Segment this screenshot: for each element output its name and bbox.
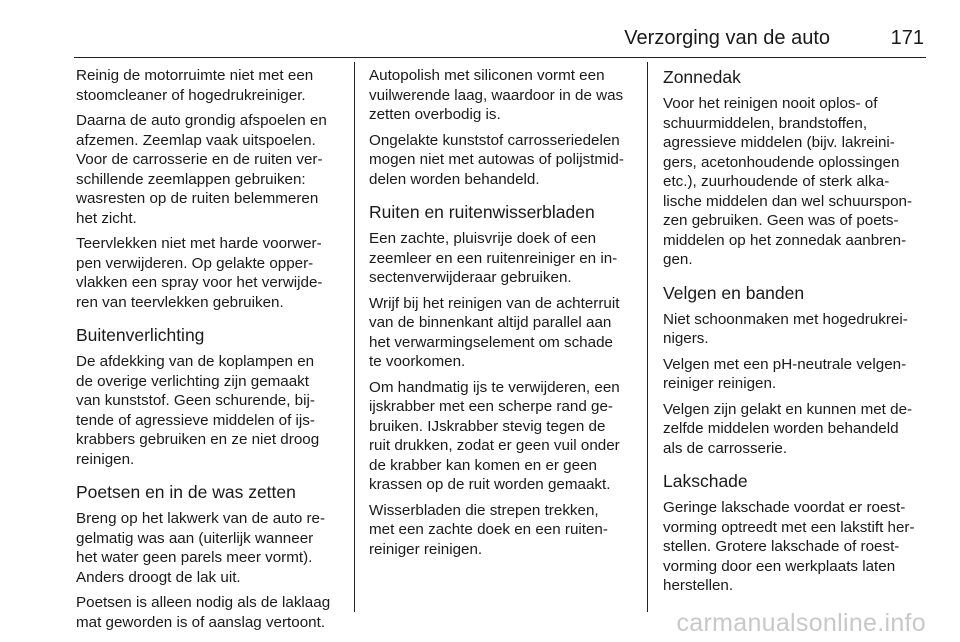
- paragraph: Een zachte, pluisvrije doek of een zeemleer en een ruitenreiniger en in- sectenverwijderaar gebruiken.: [369, 230, 618, 286]
- paragraph: Breng op het lakwerk van de auto re- gelmatig was aan (uiterlijk wanneer het water geen parels meer vormt). Anders droogt de lak uit.: [76, 510, 326, 586]
- paragraph: Reinig de motorruimte niet met een stoomcleaner of hogedrukreiniger.: [76, 67, 314, 104]
- paragraph: Velgen zijn gelakt en kunnen met de- zelfde middelen worden behandeld als de carrosserie.: [663, 400, 913, 457]
- paragraph: Om handmatig ijs te verwijderen, een ijskrabber met een scherpe rand ge- bruiken. IJskrabber stevig tegen de ruit drukken, zodat er geen vuil onder de krabber kan komen en er geen krassen op de ruit worden gemaakt.: [369, 378, 620, 493]
- paragraph: Geringe lakschade voordat er roest- vorming optreedt met een lakstift her- stellen. Grotere lakschade of roest- vorming door een werkplaats laten herstellen.: [663, 499, 915, 594]
- heading-zonnedak: Zonnedak: [663, 67, 741, 87]
- heading-ruiten: Ruiten en ruitenwisserbladen: [369, 202, 595, 222]
- paragraph: Niet schoonmaken met hogedrukrei- nigers.: [663, 310, 908, 347]
- heading-buitenverlichting: Buitenverlichting: [76, 325, 205, 345]
- paragraph: De afdekking van de koplampen en de overige verlichting zijn gemaakt van kunststof. Geen schurende, bij- tende of agressieve middelen of ijs- krabbers gebruiken en ze niet droog reinigen.: [76, 353, 320, 468]
- column-divider-2: [647, 62, 648, 612]
- paragraph: Wisserbladen die strepen trekken, met een zachte doek en een ruiten- reiniger reinigen.: [369, 501, 608, 558]
- column-3: [663, 66, 931, 602]
- column-2: [369, 66, 637, 565]
- paragraph: Voor het reinigen nooit oplos- of schuurmiddelen, brandstoffen, agressieve middelen (bijv. lakreini- gers, acetonhoudende oplossingen etc.), zuurhoudende of sterk alka- lische middelen dan wel schuurspon- zen gebruiken. Geen was of poets- middelen op het zonnedak aanbren- gen.: [663, 95, 913, 268]
- section-title: Verzorging van de auto: [624, 27, 830, 49]
- paragraph: Daarna de auto grondig afspoelen en afzemen. Zeemlap vaak uitspoelen. Voor de carrosserie en de ruiten ver- schillende zeemlappen gebruiken: wasresten op de ruiten belemmeren het zicht.: [76, 112, 327, 227]
- paragraph: Velgen met een pH-neutrale velgen- reiniger reinigen.: [663, 355, 907, 392]
- paragraph: Autopolish met siliconen vormt een vuilwerende laag, waardoor in de was zetten overbodig is.: [369, 67, 624, 123]
- heading-lakschade: Lakschade: [663, 471, 748, 491]
- paragraph: Teervlekken niet met harde voorwer- pen verwijderen. Op gelakte opper- vlakken een spray voor het verwijde- ren van teervlekken gebruiken.: [76, 235, 323, 311]
- column-divider-1: [354, 62, 355, 612]
- heading-poetsen: Poetsen en in de was zetten: [76, 482, 296, 502]
- heading-velgen: Velgen en banden: [663, 282, 805, 303]
- column-1: [76, 66, 344, 638]
- page-number: 171: [890, 27, 924, 49]
- paragraph: Poetsen is alleen nodig als de laklaag mat geworden is of aanslag vertoont.: [76, 594, 331, 631]
- header-rule: [74, 57, 926, 58]
- paragraph: Ongelakte kunststof carrosseriedelen mogen niet met autowas of polijstmid- delen worden behandeld.: [369, 131, 624, 188]
- watermark: carmanualsonline.info: [676, 609, 926, 637]
- paragraph: Wrijf bij het reinigen van de achterruit van de binnenkant altijd parallel aan het verwarmingselement om schade te voorkomen.: [369, 294, 620, 370]
